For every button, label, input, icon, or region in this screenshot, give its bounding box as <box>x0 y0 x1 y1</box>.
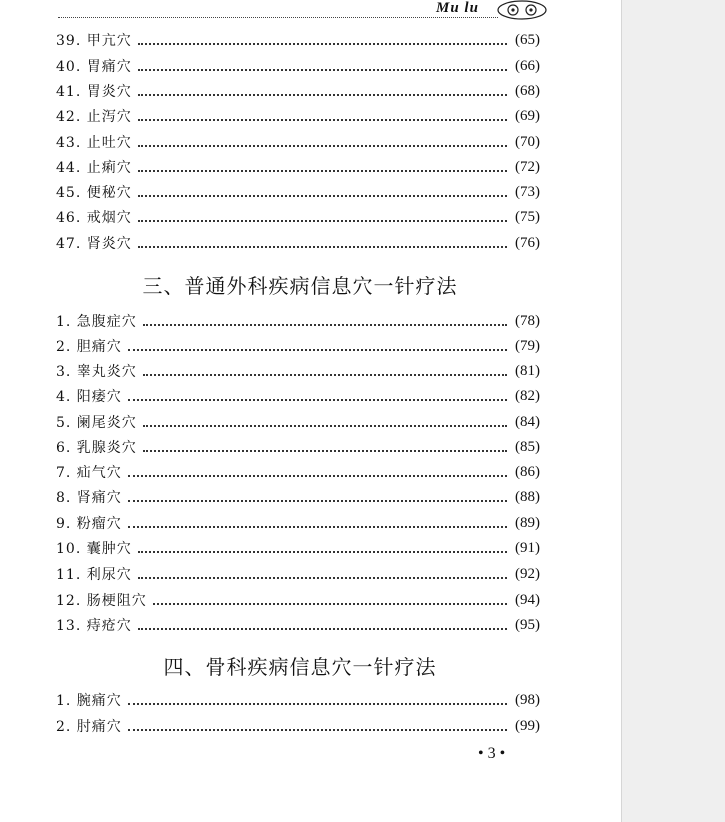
toc-entry[interactable] <box>56 462 540 482</box>
toc-entry[interactable] <box>56 386 540 406</box>
toc-entry-page: (95) <box>515 616 540 633</box>
toc-entry-page: (65) <box>515 31 540 48</box>
toc-entry-label: 9. 粉瘤穴 <box>56 516 122 532</box>
toc-entry[interactable] <box>56 487 540 507</box>
toc-entry-label: 10. 囊肿穴 <box>56 541 132 557</box>
toc-entry-page: (72) <box>515 158 540 175</box>
toc-entry-page: (75) <box>515 208 540 225</box>
toc-entry-page: (78) <box>515 312 540 329</box>
toc-entry-label: 6. 乳腺炎穴 <box>56 440 137 456</box>
toc-leader-dots <box>138 627 507 630</box>
toc-entry[interactable] <box>56 615 540 635</box>
toc-entry-page: (86) <box>515 463 540 480</box>
toc-leader-dots <box>128 525 507 528</box>
toc-leader-dots <box>128 702 507 705</box>
toc-entry-page: (66) <box>515 57 540 74</box>
header-emblem-icon <box>496 0 548 20</box>
toc-leader-dots <box>138 550 507 553</box>
toc-entry-label: 46. 戒烟穴 <box>56 210 132 226</box>
toc-leader-dots <box>138 576 507 579</box>
toc-entry[interactable] <box>56 513 540 533</box>
toc-entry-label: 1. 腕痛穴 <box>56 693 122 709</box>
toc-leader-dots <box>138 68 507 71</box>
toc-entry[interactable] <box>56 564 540 584</box>
toc-entry-page: (81) <box>515 362 540 379</box>
toc-entry-page: (82) <box>515 387 540 404</box>
toc-leader-dots <box>128 499 507 502</box>
toc-entry-page: (85) <box>515 438 540 455</box>
toc-entry-page: (94) <box>515 591 540 608</box>
header-rule <box>58 17 498 18</box>
toc-entry-label: 11. 利尿穴 <box>56 567 132 583</box>
toc-entry-page: (91) <box>515 539 540 556</box>
toc-leader-dots <box>128 348 507 351</box>
toc-leader-dots <box>138 144 507 147</box>
toc-entry-page: (89) <box>515 514 540 531</box>
toc-leader-dots <box>138 118 507 121</box>
toc-leader-dots <box>143 449 507 452</box>
toc-entry[interactable] <box>56 437 540 457</box>
toc-entry-label: 39. 甲亢穴 <box>56 33 132 49</box>
toc-leader-dots <box>138 245 507 248</box>
toc-entry[interactable] <box>56 157 540 177</box>
toc-entry-label: 12. 肠梗阻穴 <box>56 593 147 609</box>
toc-entry-page: (73) <box>515 183 540 200</box>
toc-entry-label: 44. 止痢穴 <box>56 160 132 176</box>
toc-entry[interactable] <box>56 361 540 381</box>
toc-entry-page: (88) <box>515 488 540 505</box>
toc-leader-dots <box>128 398 507 401</box>
toc-entry-label: 1. 急腹症穴 <box>56 314 137 330</box>
toc-entry[interactable] <box>56 207 540 227</box>
toc-entry[interactable] <box>56 412 540 432</box>
toc-entry-page: (70) <box>515 133 540 150</box>
toc-entry-label: 40. 胃痛穴 <box>56 59 132 75</box>
toc-entry[interactable] <box>56 132 540 152</box>
toc-entry[interactable] <box>56 716 540 736</box>
toc-entry-page: (84) <box>515 413 540 430</box>
section-heading: 三、普通外科疾病信息穴一针疗法 <box>142 274 458 298</box>
toc-leader-dots <box>153 602 507 605</box>
toc-entry[interactable] <box>56 690 540 710</box>
toc-entry-label: 8. 肾痛穴 <box>56 490 122 506</box>
toc-leader-dots <box>138 219 507 222</box>
toc-entry-label: 43. 止吐穴 <box>56 135 132 151</box>
toc-entry[interactable] <box>56 56 540 76</box>
toc-entry-label: 2. 胆痛穴 <box>56 339 122 355</box>
toc-entry-label: 5. 阑尾炎穴 <box>56 415 137 431</box>
toc-entry-label: 4. 阳痿穴 <box>56 389 122 405</box>
toc-leader-dots <box>143 373 507 376</box>
toc-entry-label: 47. 肾炎穴 <box>56 236 132 252</box>
toc-entry-label: 45. 便秘穴 <box>56 185 132 201</box>
toc-leader-dots <box>138 93 507 96</box>
toc-entry[interactable] <box>56 30 540 50</box>
viewer-gutter <box>621 0 725 822</box>
toc-entry-page: (92) <box>515 565 540 582</box>
toc-entry[interactable] <box>56 182 540 202</box>
toc-entry-page: (99) <box>515 717 540 734</box>
toc-entry-label: 3. 睾丸炎穴 <box>56 364 137 380</box>
toc-leader-dots <box>128 728 507 731</box>
toc-entry[interactable] <box>56 106 540 126</box>
toc-entry-label: 42. 止泻穴 <box>56 109 132 125</box>
toc-entry-label: 2. 肘痛穴 <box>56 719 122 735</box>
toc-entry-page: (69) <box>515 107 540 124</box>
toc-entry[interactable] <box>56 336 540 356</box>
toc-leader-dots <box>138 169 507 172</box>
toc-entry-page: (68) <box>515 82 540 99</box>
toc-leader-dots <box>143 323 507 326</box>
toc-entry[interactable] <box>56 311 540 331</box>
section-heading: 四、骨科疾病信息穴一针疗法 <box>163 655 437 679</box>
toc-leader-dots <box>143 424 507 427</box>
toc-entry[interactable] <box>56 538 540 558</box>
toc-entry-page: (98) <box>515 691 540 708</box>
toc-leader-dots <box>138 194 507 197</box>
toc-entry-label: 41. 胃炎穴 <box>56 84 132 100</box>
running-title: Mu lu <box>436 0 479 16</box>
page-number: • 3 • <box>478 745 506 762</box>
toc-entry[interactable] <box>56 81 540 101</box>
toc-entry-label: 7. 疝气穴 <box>56 465 122 481</box>
toc-entry-label: 13. 痔疮穴 <box>56 618 132 634</box>
toc-leader-dots <box>128 474 507 477</box>
toc-entry-page: (76) <box>515 234 540 251</box>
toc-entry[interactable] <box>56 590 540 610</box>
toc-entry[interactable] <box>56 233 540 253</box>
toc-entry-page: (79) <box>515 337 540 354</box>
toc-leader-dots <box>138 42 507 45</box>
